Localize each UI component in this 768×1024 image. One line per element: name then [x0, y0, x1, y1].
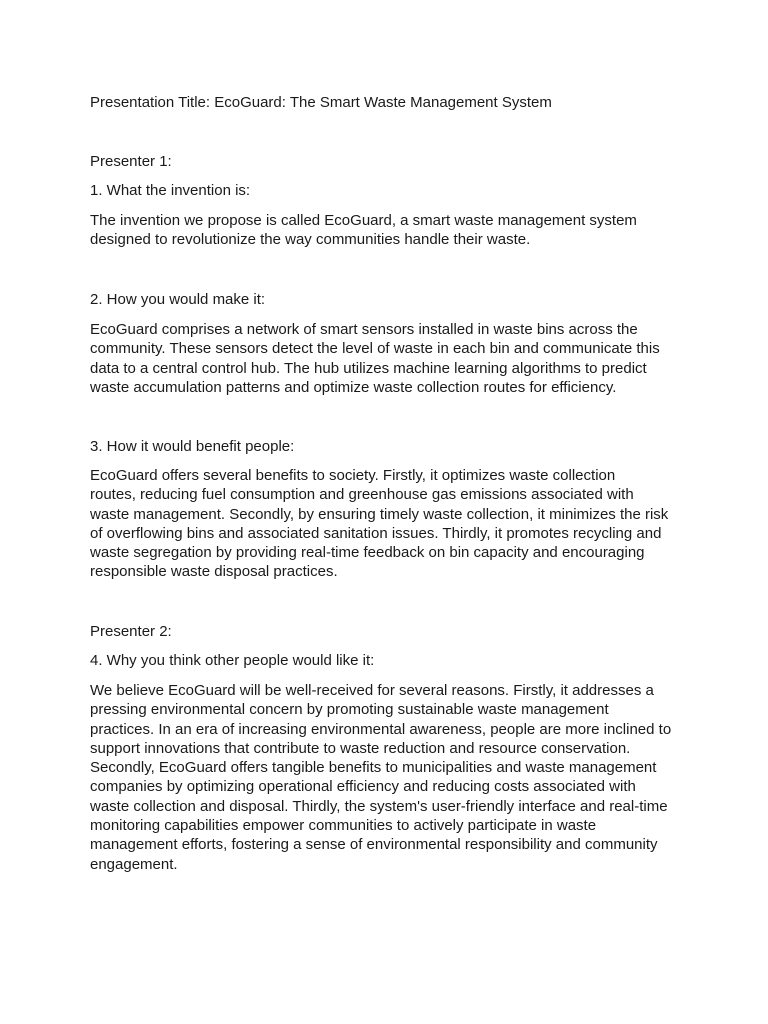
presenter-2-label: Presenter 2: — [90, 623, 172, 640]
presentation-title: Presentation Title: EcoGuard: The Smart Waste Management System — [90, 94, 552, 111]
question-4-heading: 4. Why you think other people would like it: — [90, 652, 375, 669]
presenter-1-label: Presenter 1: — [90, 153, 172, 170]
question-4-body: We believe EcoGuard will be well-received for several reasons. Firstly, it addresses a pressing environmental concern by promoting sustainable waste management practices. In an era of increasing environmental awareness, people are more inclined to support innovations that contribute to waste reduction and resource conservation. Secondly, EcoGuard offers tangible benefits to municipalities and waste management companies by optimizing operational efficiency and reducing costs associated with waste collection and disposal. Thirdly, the system's user-friendly interface and real-time monitoring capabilities empower communities to actively participate in waste management efforts, fostering a sense of environmental responsibility and community engagement. — [90, 682, 672, 873]
question-2-heading: 2. How you would make it: — [90, 291, 266, 308]
question-1-body: The invention we propose is called EcoGuard, a smart waste management system designed to revolutionize the way communities handle their waste. — [90, 212, 637, 249]
question-1-heading: 1. What the invention is: — [90, 182, 251, 199]
question-3-heading: 3. How it would benefit people: — [90, 438, 295, 455]
question-3-body: EcoGuard offers several benefits to society. Firstly, it optimizes waste collection routes, reducing fuel consumption and greenhouse gas emissions associated with waste management. Secondly, by ensuring timely waste collection, it minimizes the risk of overflowing bins and associated sanitation issues. Thirdly, it promotes recycling and waste segregation by providing real-time feedback on bin capacity and encouraging responsible waste disposal practices. — [90, 467, 669, 581]
question-2-body: EcoGuard comprises a network of smart sensors installed in waste bins across the community. These sensors detect the level of waste in each bin and communicate this data to a central control hub. The hub utilizes machine learning algorithms to predict waste accumulation patterns and optimize waste collection routes for efficiency. — [90, 321, 660, 396]
